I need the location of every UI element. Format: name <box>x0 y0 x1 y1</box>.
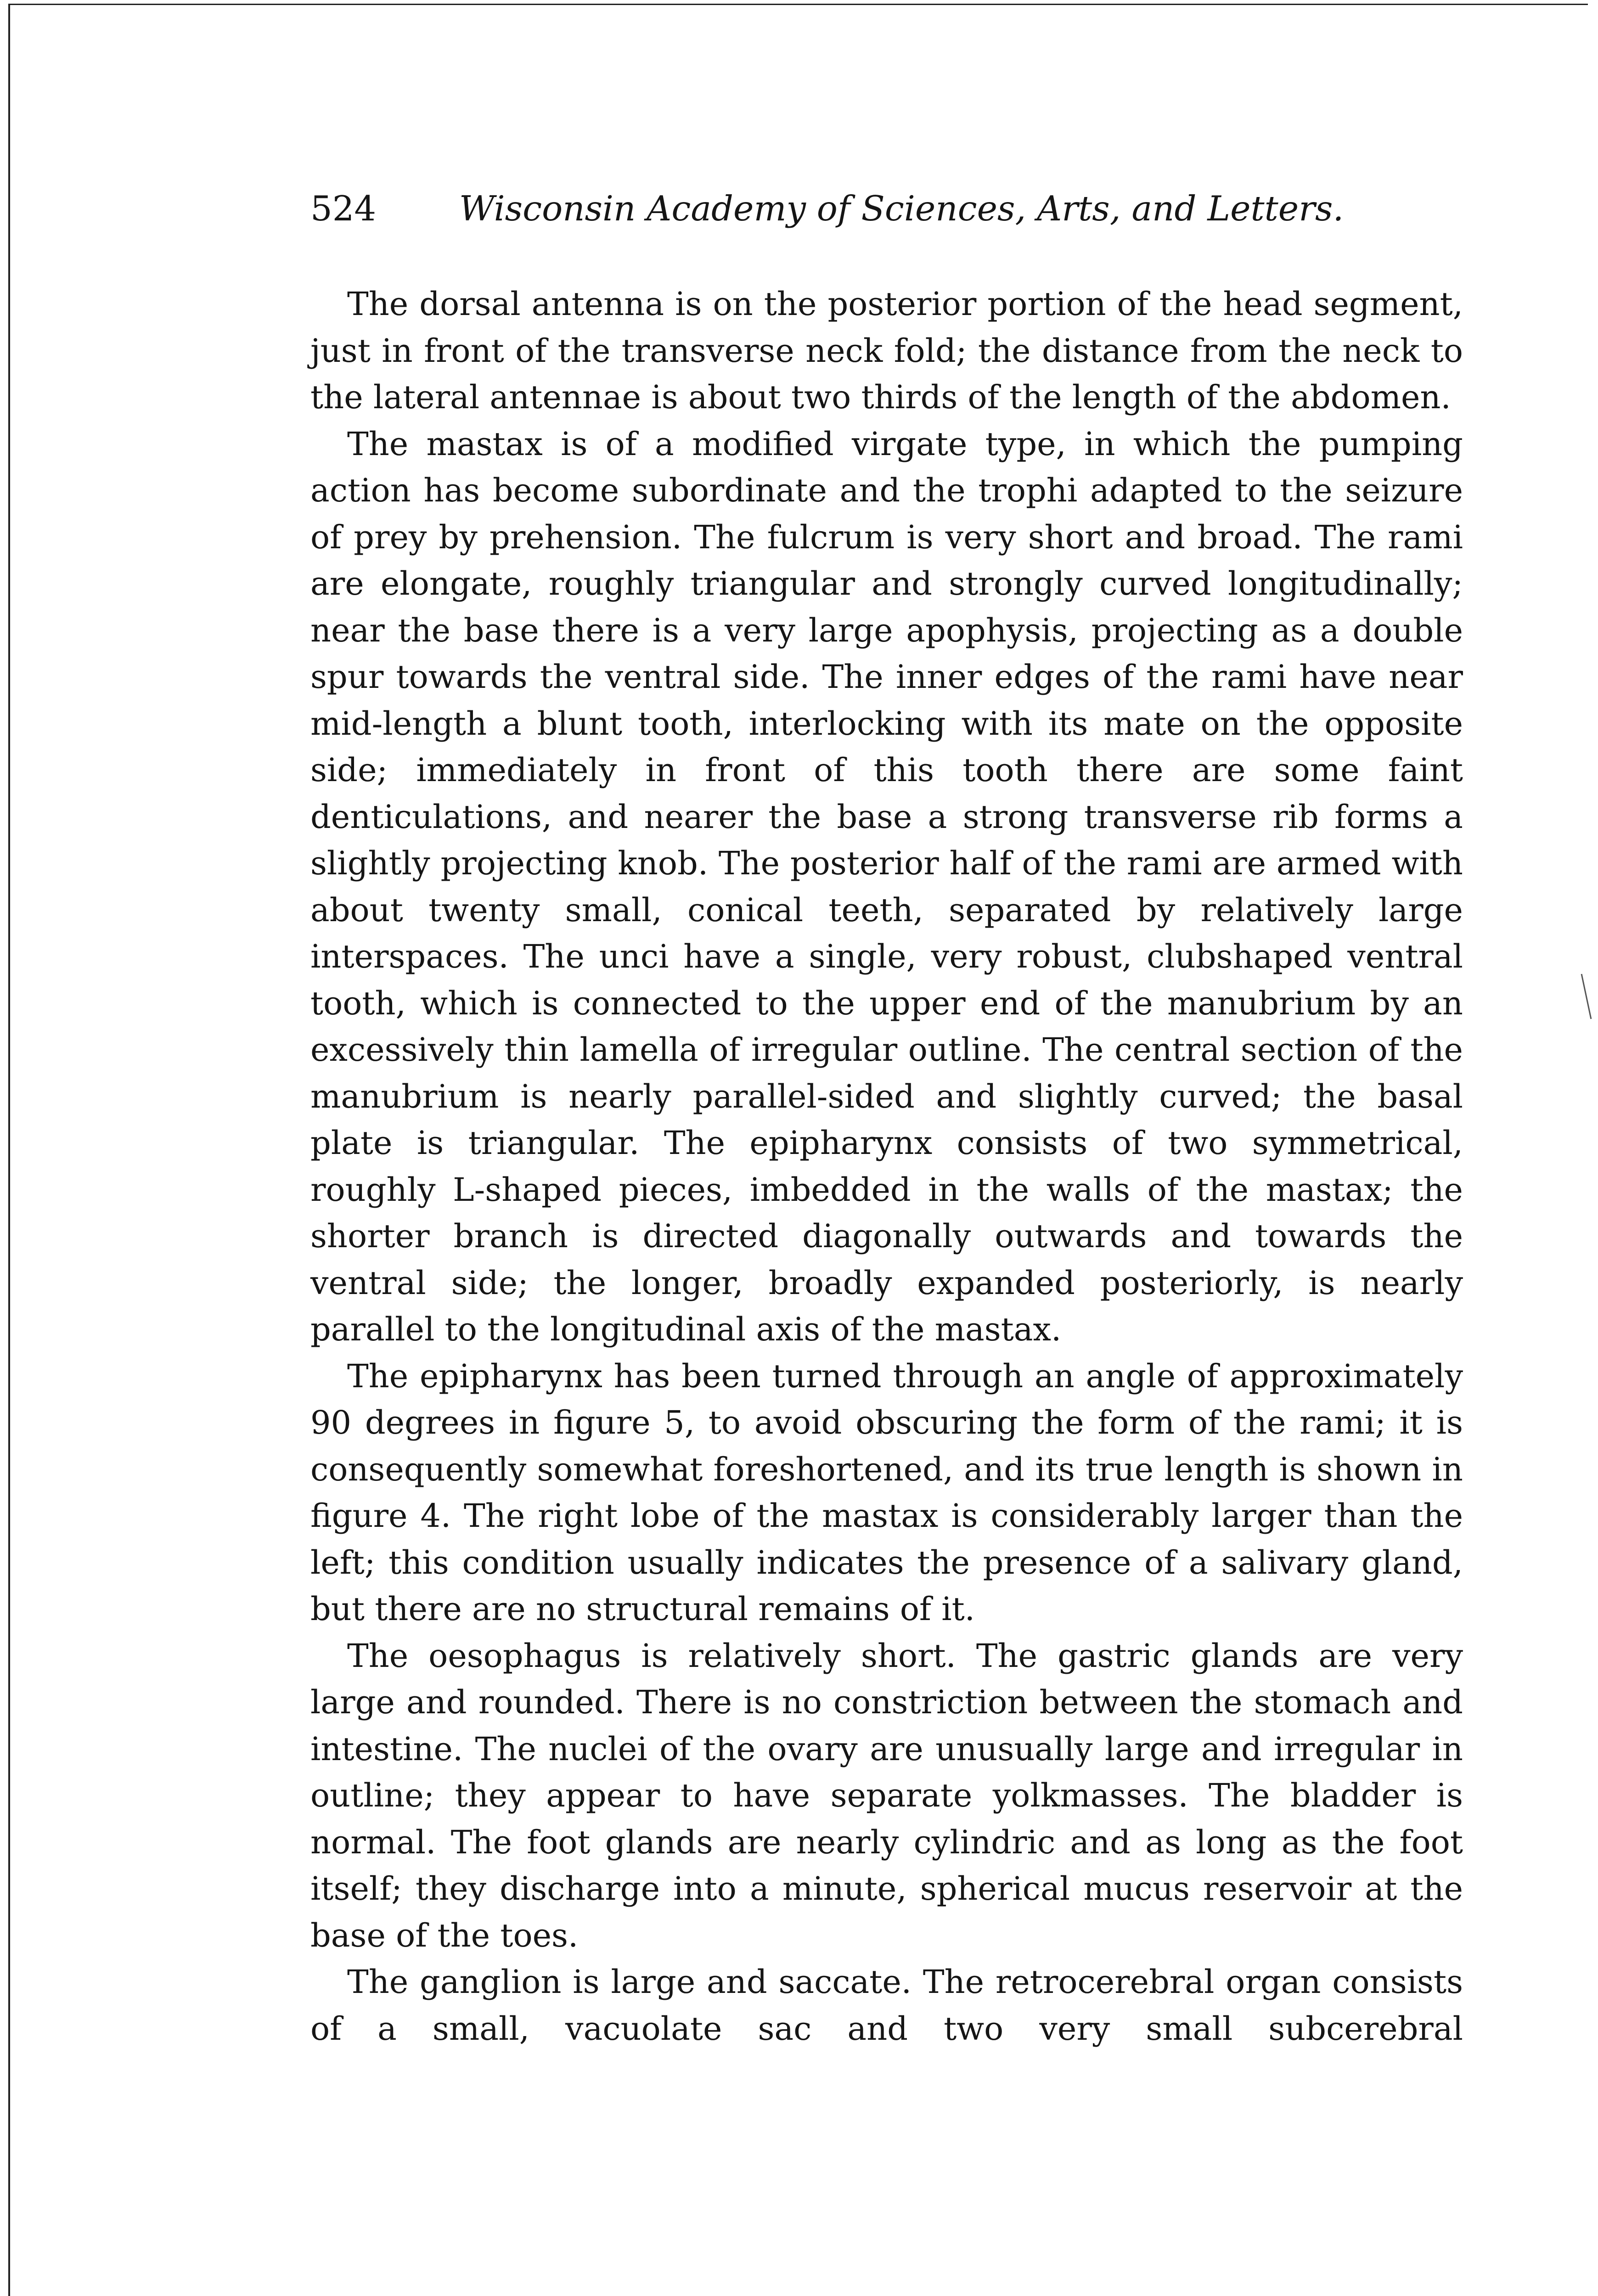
page-number: 524 <box>310 188 377 229</box>
paragraph-dorsal-antenna: The dorsal antenna is on the posterior portion of the head segment, just in front of the transverse neck fold; the distance from the neck to the lateral antennae is about two thirds of the length of the abdomen. <box>310 285 1463 416</box>
body-text <box>310 281 1463 2052</box>
paragraph-ganglion: The ganglion is large and saccate. The retrocerebral organ consists of a small, vacuolate sac and two very small subcerebral <box>310 1963 1463 2048</box>
running-title: Wisconsin Academy of Sciences, Arts, and Letters. <box>459 188 1344 229</box>
paragraph-mastax: The mastax is of a modified virgate type, in which the pumping action has become subordinate and the trophi adapted to the seizure of prey by prehension. The fulcrum is very short and broad. The rami are elongate, roughly triangular and strongly curved longitudinally; near the base there is a very large apophysis, projecting as a double spur towards the ventral side. The inner edges of the rami have near mid-length a blunt tooth, interlocking with its mate on the opposite side; immediately in front of this tooth there are some faint denticulations, and nearer the base a strong transverse rib forms a slightly projecting knob. The posterior half of the rami are armed with about twenty small, conical teeth, separated by relatively large interspaces. The unci have a single, very robust, clubshaped ventral tooth, which is connected to the upper end of the manubrium by an excessively thin lamella of irregular outline. The central section of the manubrium is nearly parallel-sided and slightly curved; the basal plate is triangular. The epipharynx consists of two symmetrical, roughly L-shaped pieces, imbedded in the walls of the mastax; the shorter branch is directed diagonally outwards and towards the ventral side; the longer, broadly expanded posteriorly, is nearly parallel to the longitudinal axis of the mastax. <box>310 425 1463 1348</box>
page-header <box>310 181 1486 236</box>
paragraph-oesophagus: The oesophagus is relatively short. The gastric glands are very large and rounded. There is no constriction between the stomach and intestine. The nuclei of the ovary are unusually large and irregular in outline; they appear to have separate yolkmasses. The bladder is normal. The foot glands are nearly cylindric and as long as the foot itself; they discharge into a minute, spherical mucus reservoir at the base of the toes. <box>310 1637 1463 1954</box>
paragraph-epipharynx: The epipharynx has been turned through an angle of approximately 90 degrees in figure 5, to avoid obscuring the form of the rami; it is consequently somewhat foreshortened, and its true length is shown in figure 4. The right lobe of the mastax is considerably larger than the left; this condition usually indicates the presence of a salivary gland, but there are no structural remains of it. <box>310 1357 1463 1628</box>
